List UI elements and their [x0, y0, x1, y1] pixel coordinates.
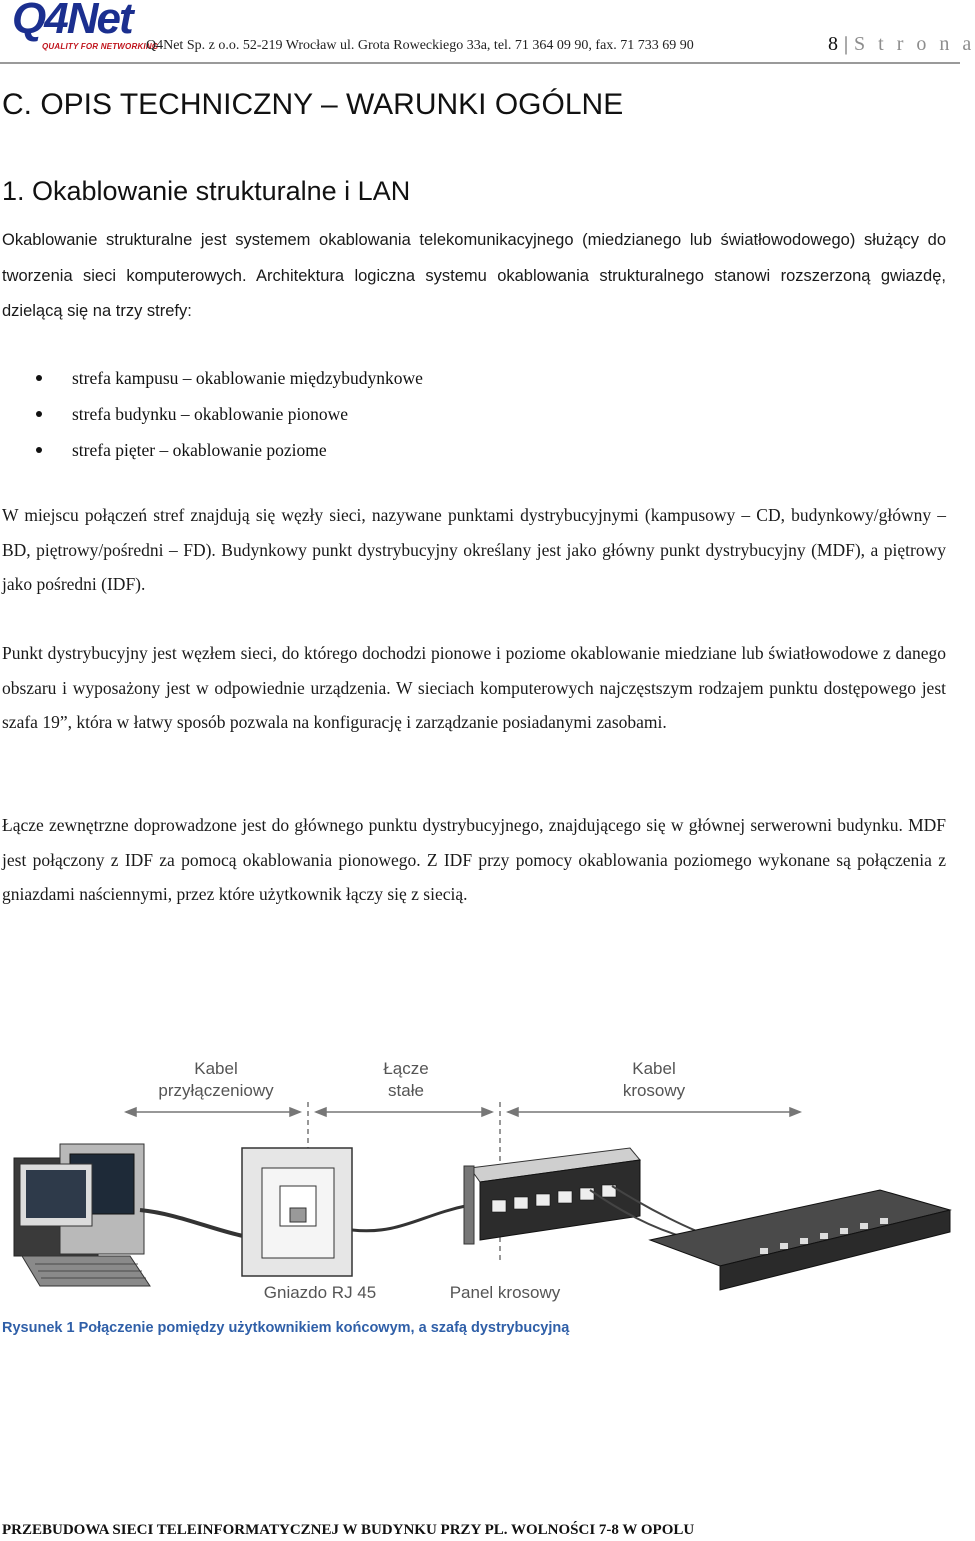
- label-cable-patch-1: Kabel: [194, 1059, 238, 1078]
- page-number-label: [828, 33, 975, 56]
- list-item-text: strefa pięter – okablowanie poziome: [72, 440, 327, 460]
- bullet-icon: [36, 375, 42, 381]
- patch-panel-icon: [464, 1148, 640, 1244]
- label-permanent-link-1: Łącze: [383, 1059, 429, 1078]
- label-patch-panel: Panel krosowy: [449, 1283, 561, 1302]
- zone-list: [34, 360, 423, 468]
- paragraph-external-link: Łącze zewnętrzne doprowadzone jest do głównego punktu dystrybucyjnego, znajdującego się w głównej serwerowni budynku. MDF jest połączony z IDF za pomocą okablowania pionowego. Z IDF przy pomocy okablowania poziomego wykonane są połączenia z gniazdami naściennymi, przez które użytkownik łączy się z siecią.: [2, 815, 946, 904]
- list-item: [34, 360, 423, 396]
- page-footer: PRZEBUDOWA SIECI TELEINFORMATYCZNEJ W BUDYNKU PRZY PL. WOLNOŚCI 7-8 W OPOLU: [2, 1522, 695, 1538]
- list-item-text: strefa budynku – okablowanie pionowe: [72, 404, 349, 424]
- paragraph-intro: [2, 222, 946, 329]
- computer-icon: [14, 1144, 150, 1286]
- company-info: Q4Net Sp. z o.o. 52-219 Wrocław ul. Grota Roweckiego 33a, tel. 71 364 09 90, fax. 71 733 69 90: [146, 38, 694, 53]
- bullet-icon: [36, 411, 42, 417]
- page-number: 8: [828, 33, 838, 55]
- page-separator: |: [844, 33, 849, 55]
- label-permanent-link-2: stałe: [388, 1081, 424, 1100]
- company-logo: [12, 0, 159, 58]
- subsection-title: 1. Okablowanie strukturalne i LAN: [2, 176, 411, 206]
- list-item: [34, 432, 423, 468]
- wall-socket-icon: [242, 1148, 352, 1276]
- cabling-figure: [0, 1040, 960, 1310]
- section-title: C. OPIS TECHNICZNY – WARUNKI OGÓLNE: [2, 88, 624, 121]
- paragraph-distribution-node: Punkt dystrybucyjny jest węzłem sieci, do którego dochodzi pionowe i poziome okablowanie miedziane lub światłowodowe z danego obszaru i wyposażony jest w odpowiednie urządzenia. W sieciach komputerowych najczęstszym rodzajem punktu dostępowego jest szafa 19”, która w łatwy sposób pozwala na konfigurację i zarządzanie posiadanymi zasobami.: [2, 643, 946, 732]
- logo-wordmark: Q4Net: [12, 0, 132, 43]
- page-header: [0, 0, 975, 62]
- label-cross-cable-1: Kabel: [632, 1059, 676, 1078]
- logo-tagline: QUALITY FOR NETWORKING: [42, 42, 159, 51]
- paragraph-intro-part-a: Okablowanie strukturalne jest systemem okablowania telekomunikacyjnego (miedzianego lub światłowodowego) służący do tworzenia sieci komputerowych.: [2, 231, 946, 285]
- figure-caption: Rysunek 1 Połączenie pomiędzy użytkownikiem końcowym, a szafą dystrybucyjną: [2, 1320, 570, 1336]
- paragraph-intro-part-b: Architektura logiczna systemu okablowania strukturalnego stanowi rozszerzoną gwiazdę, dzielącą się na trzy strefy:: [2, 266, 946, 320]
- cabling-diagram: [0, 1040, 960, 1310]
- list-item-text: strefa kampusu – okablowanie międzybudynkowe: [72, 368, 423, 388]
- permanent-link-cable-icon: [352, 1205, 470, 1231]
- network-switch-icon: [650, 1190, 950, 1290]
- bullet-icon: [36, 447, 42, 453]
- paragraph-distribution-points: W miejscu połączeń stref znajdują się węzły sieci, nazywane punktami dystrybucyjnymi (kampusowy – CD, budynkowy/główny – BD, piętrowy/pośredni – FD). Budynkowy punkt dystrybucyjny określany jest jako główny punkt dystrybucyjny (MDF), a piętrowy jako pośredni (IDF).: [2, 505, 946, 594]
- header-divider: [0, 62, 960, 64]
- page-word: S t r o n a: [854, 33, 975, 55]
- label-cross-cable-2: krosowy: [622, 1081, 686, 1100]
- label-cable-patch-2: przyłączeniowy: [158, 1081, 274, 1100]
- label-rj45-socket: Gniazdo RJ 45: [263, 1283, 377, 1302]
- list-item: [34, 396, 423, 432]
